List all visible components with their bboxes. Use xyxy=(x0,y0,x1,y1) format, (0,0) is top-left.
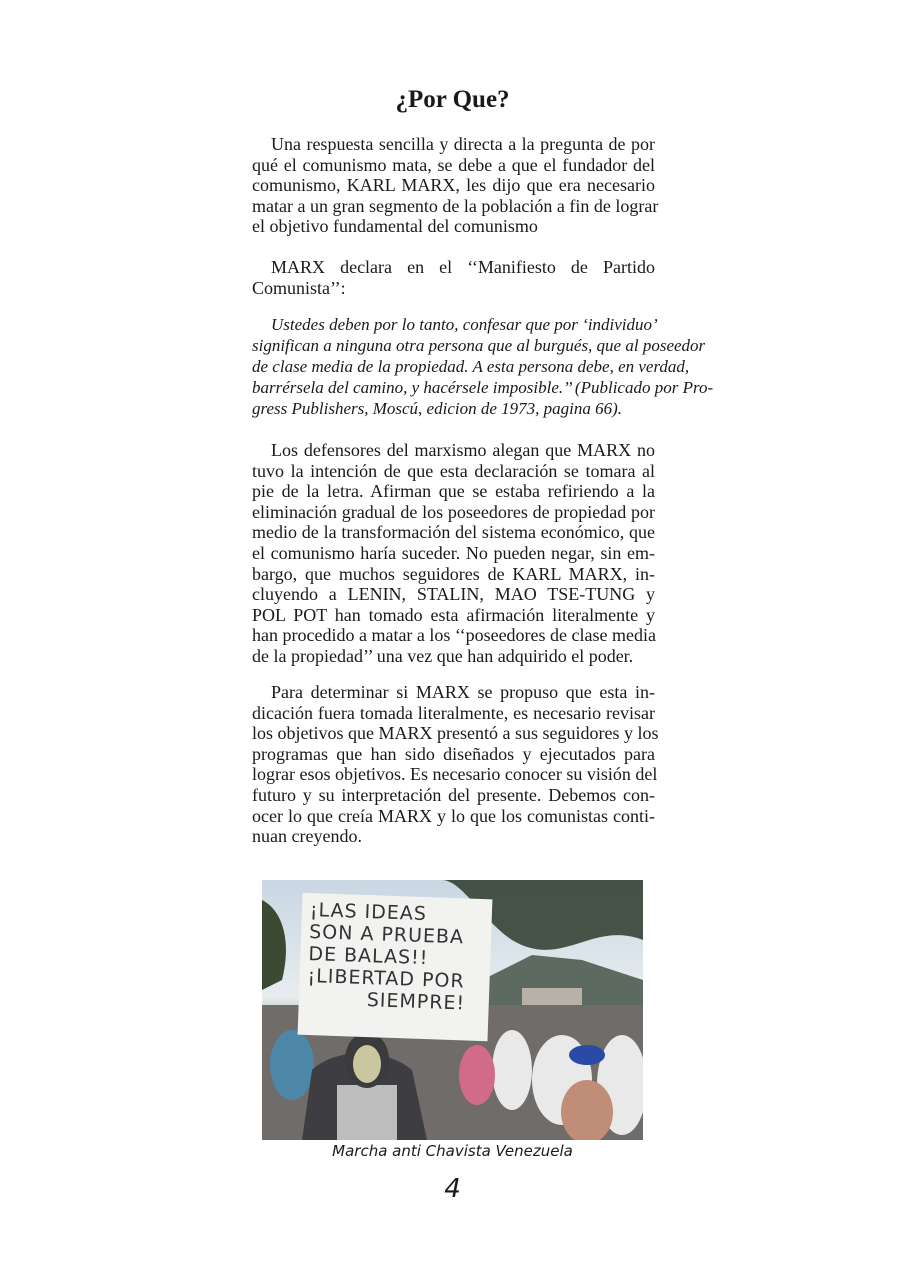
text-line: tuvo la intención de que esta declaración se tomara al xyxy=(252,460,655,481)
text-line: bargo, que muchos seguidores de KARL MARX, in- xyxy=(252,563,655,584)
text-line: el objetivo fundamental del comunismo xyxy=(252,216,538,237)
text-line: dicación fuera tomada literalmente, es necesario revisar xyxy=(252,702,655,723)
protest-photo xyxy=(262,880,643,1140)
text-line: POL POT han tomado esta afirmación literalmente y xyxy=(252,604,655,625)
paragraph xyxy=(252,134,659,237)
text-line: significan a ninguna otra persona que al burgués, que al poseedor xyxy=(252,336,706,355)
text-line: de la propiedad’’ una vez que han adquirido el poder. xyxy=(252,645,634,666)
sign-line: SIEMPRE! xyxy=(366,989,466,1015)
text-line: medio de la transformación del sistema económico, que xyxy=(252,522,655,543)
text-line: comunismo, KARL MARX, les dijo que era necesario xyxy=(252,175,655,196)
sign-line: DE BALAS!! xyxy=(308,942,429,970)
paragraph xyxy=(252,440,655,667)
text-line: el comunismo haría suceder. No pueden negar, sin em- xyxy=(252,542,655,563)
photo-caption: Marcha anti Chavista Venezuela xyxy=(332,1142,573,1160)
text-line: MARX declara en el ‘‘Manifiesto de Partido xyxy=(271,257,655,277)
text-line: ocer lo que creía MARX y lo que los comunistas conti- xyxy=(252,805,655,826)
text-line: qué el comunismo mata, se debe a que el fundador del xyxy=(252,154,655,175)
protest-sign xyxy=(298,893,493,1042)
sign-line: ¡LIBERTAD POR xyxy=(307,964,466,993)
text-line: Una respuesta sencilla y directa a la pregunta de por xyxy=(271,134,655,154)
text-line: futuro y su interpretación del presente. Debemos con- xyxy=(252,784,655,805)
paragraph xyxy=(252,257,655,298)
text-line: nuan creyendo. xyxy=(252,826,362,847)
text-line: eliminación gradual de los poseedores de propiedad por xyxy=(252,501,655,522)
text-line: los objetivos que MARX presentó a sus seguidores y los xyxy=(252,723,659,744)
text-line: han procedido a matar a los ‘‘poseedores de clase media xyxy=(252,625,656,646)
text-line: barrérsela del camino, y hacérsele imposible.’’ (Publicado por Pro- xyxy=(252,378,714,397)
page-title: ¿Por Que? xyxy=(395,86,510,113)
paragraph xyxy=(252,682,659,847)
text-line: gress Publishers, Moscú, edicion de 1973, pagina 66). xyxy=(252,399,623,418)
text-line: Comunista’’: xyxy=(252,277,346,298)
text-line: lograr esos objetivos. Es necesario conocer su visión del xyxy=(252,764,658,785)
text-line: Ustedes deben por lo tanto, confesar que por ‘individuo’ xyxy=(271,315,658,334)
text-line: Los defensores del marxismo alegan que MARX no xyxy=(271,440,655,460)
sign-line: ¡LAS IDEAS xyxy=(309,899,428,926)
text-line: programas que han sido diseñados y ejecutados para xyxy=(252,743,655,764)
sign-line: SON A PRUEBA xyxy=(308,920,465,949)
text-line: Para determinar si MARX se propuso que esta in- xyxy=(271,682,655,702)
text-line: cluyendo a LENIN, STALIN, MAO TSE-TUNG y xyxy=(252,584,655,605)
text-line: pie de la letra. Afirman que se estaba refiriendo a la xyxy=(252,481,655,502)
text-line: matar a un gran segmento de la población a fin de lograr xyxy=(252,195,659,216)
page-number: 4 xyxy=(444,1174,461,1204)
block-quote xyxy=(252,314,714,419)
text-line: de clase media de la propiedad. A esta persona debe, en verdad, xyxy=(252,357,690,376)
